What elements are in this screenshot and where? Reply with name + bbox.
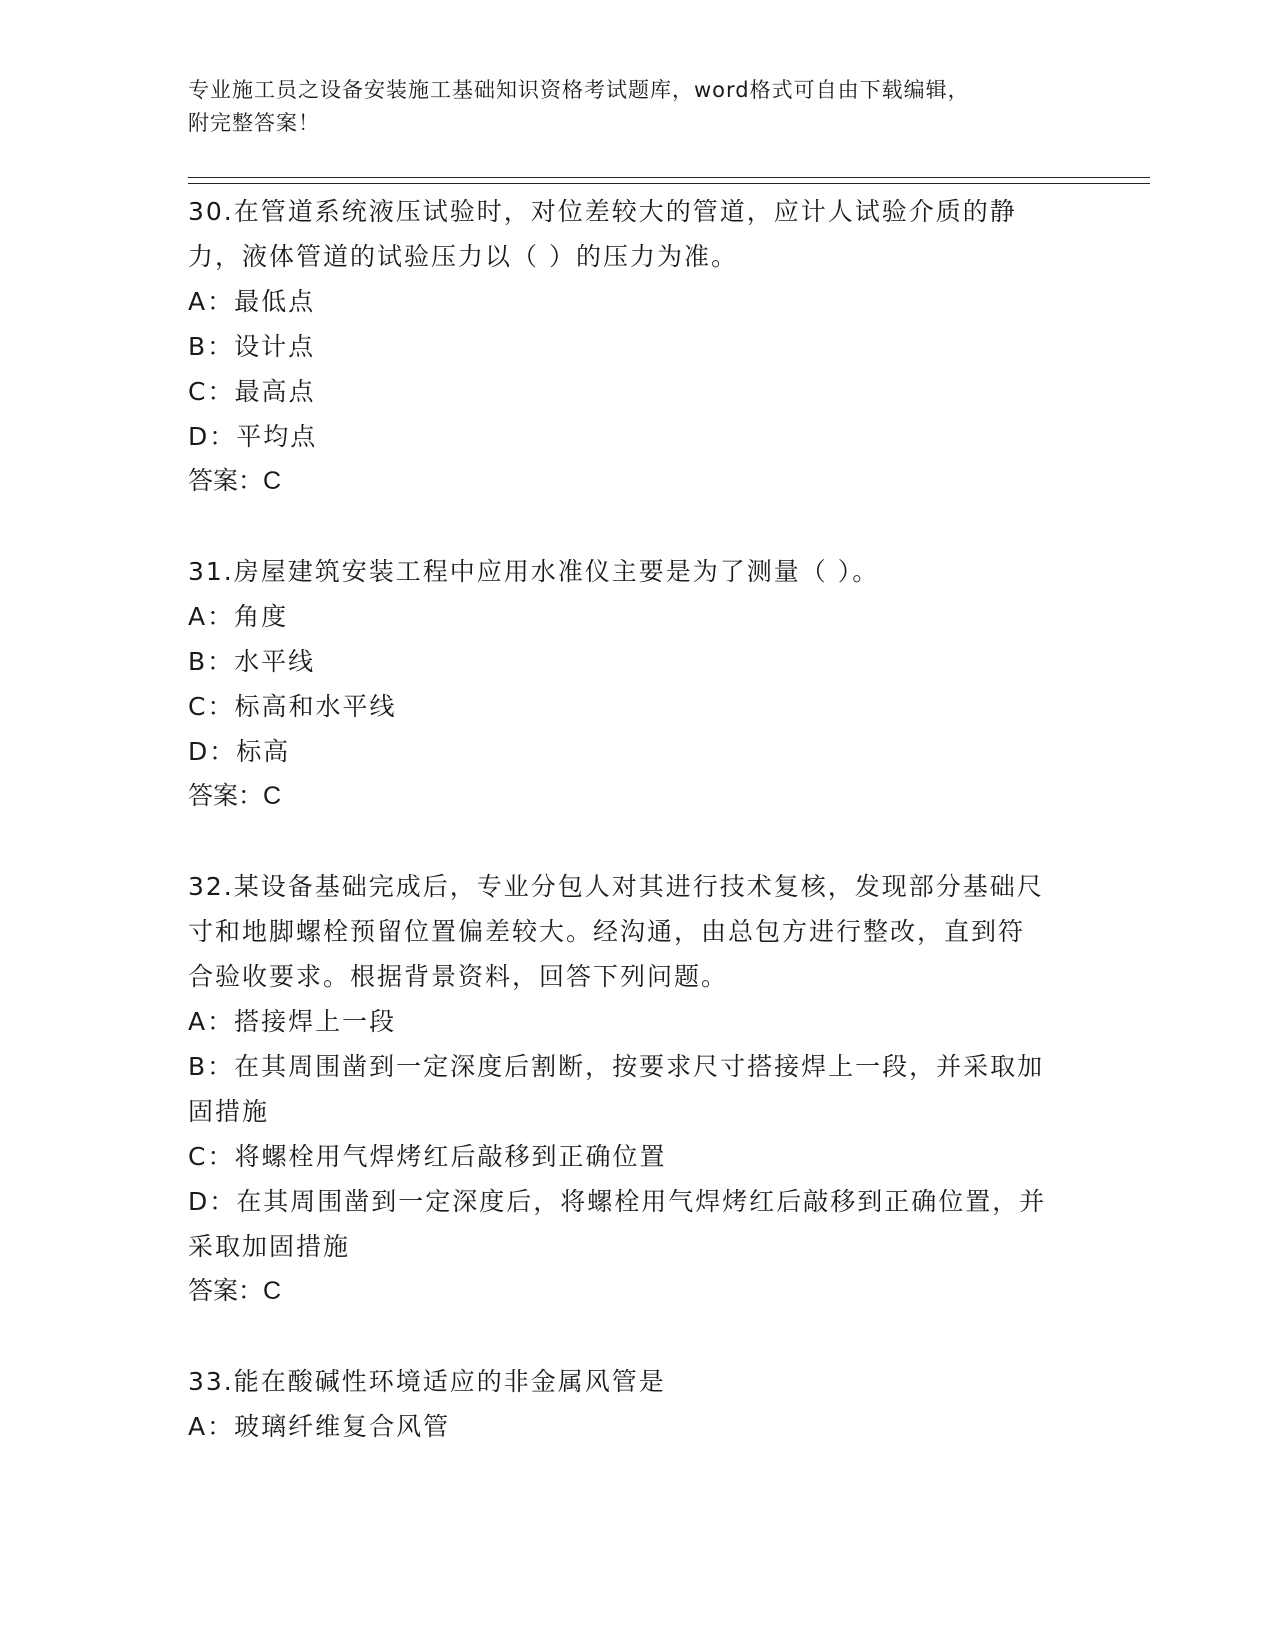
- header-divider-bottom: [188, 183, 1150, 184]
- document-header: [188, 74, 1068, 140]
- option-a: A：玻璃纤维复合风管: [188, 1412, 451, 1441]
- option-d: D：在其周围凿到一定深度后，将螺栓用气焊烤红后敲移到正确位置，并采取加固措施: [188, 1187, 1047, 1261]
- answer: 答案：C: [188, 1277, 282, 1305]
- option-c: C：将螺栓用气焊烤红后敲移到正确位置: [188, 1142, 667, 1171]
- option-d: D：标高: [188, 737, 291, 766]
- option-b: B：水平线: [188, 647, 316, 676]
- option-b: B：在其周围凿到一定深度后割断，按要求尺寸搭接焊上一段，并采取加固措施: [188, 1052, 1045, 1126]
- option-b: B：设计点: [188, 332, 316, 361]
- header-divider-top: [188, 177, 1150, 178]
- question-stem: 33.能在酸碱性环境适应的非金属风管是: [188, 1367, 666, 1396]
- option-a: A：搭接焊上一段: [188, 1007, 397, 1036]
- question-31: [188, 549, 1088, 819]
- question-list: [188, 189, 1088, 1449]
- question-stem: 31.房屋建筑安装工程中应用水准仪主要是为了测量（ ）。: [188, 557, 880, 586]
- answer: 答案：C: [188, 782, 282, 810]
- option-a: A：最低点: [188, 287, 316, 316]
- header-line-1: 专业施工员之设备安装施工基础知识资格考试题库，word格式可自由下载编辑，: [188, 78, 970, 102]
- option-c: C：标高和水平线: [188, 692, 397, 721]
- question-33: [188, 1359, 1088, 1449]
- question-stem: 32.某设备基础完成后，专业分包人对其进行技术复核，发现部分基础尺寸和地脚螺栓预留位置偏差较大。经沟通，由总包方进行整改，直到符合验收要求。根据背景资料，回答下列问题。: [188, 872, 1044, 991]
- option-a: A：角度: [188, 602, 289, 631]
- question-30: [188, 189, 1088, 504]
- question-stem: 30.在管道系统液压试验时，对位差较大的管道，应计人试验介质的静力，液体管道的试验压力以（ ）的压力为准。: [188, 197, 1017, 271]
- question-32: [188, 864, 1088, 1314]
- header-line-2: 附完整答案！: [188, 111, 320, 135]
- option-c: C：最高点: [188, 377, 316, 406]
- answer: 答案：C: [188, 467, 282, 495]
- option-d: D：平均点: [188, 422, 318, 451]
